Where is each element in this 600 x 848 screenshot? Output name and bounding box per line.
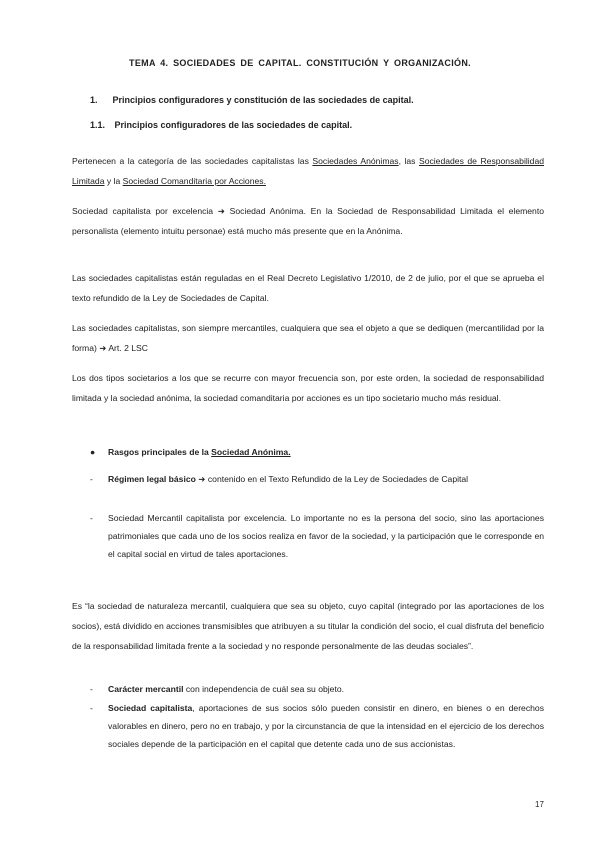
list-item xyxy=(90,509,544,563)
paragraph-sociedad-capitalista: Sociedad capitalista por excelencia ➜ Sociedad Anónima. En la Sociedad de Responsabilidad Limitada el elemento personalista (elemento intuitu personae) está mucho más presente que en la Anónima. xyxy=(72,206,544,236)
paragraph-regulacion: Las sociedades capitalistas están reguladas en el Real Decreto Legislativo 1/2010, de 2 de julio, por el que se aprueba el texto refundido de la Ley de Sociedades de Capital. xyxy=(72,273,544,303)
paragraph-categories xyxy=(72,151,544,191)
paragraph-text: y la xyxy=(104,176,123,186)
list-item xyxy=(90,470,544,488)
paragraph-definicion: Es “la sociedad de naturaleza mercantil, cualquiera que sea su objeto, cuyo capital (integrado por las aportaciones de los socios), está dividido en acciones transmisibles que atribuyen a su titular la condición del socio, el cual disfruta del beneficio de la responsabilidad limitada frente a la sociedad y no responde personalmente de las deudas sociales”. xyxy=(72,601,544,651)
dash-marker: - xyxy=(90,513,93,523)
bullet-rasgos xyxy=(90,443,291,461)
paragraph-text: Pertenecen a la categoría de las sociedades capitalistas las xyxy=(72,156,313,166)
list-item-bold: Régimen legal básico xyxy=(108,474,196,484)
section-heading-1-1 xyxy=(90,120,352,130)
paragraph-tipos-societarios: Los dos tipos societarios a los que se recurre con mayor frecuencia son, por este orden, la sociedad de responsabilidad limitada y la sociedad anónima, la sociedad comanditaria por acciones es un tipo societario mucho más residual. xyxy=(72,373,544,403)
list-item-text: ➜ contenido en el Texto Refundido de la Ley de Sociedades de Capital xyxy=(195,474,469,484)
dash-marker: - xyxy=(90,684,93,694)
link-sociedad-comanditaria[interactable]: Sociedad Comanditaria por Acciones. xyxy=(122,176,266,186)
link-sociedad-anonima[interactable]: Sociedad Anónima. xyxy=(211,447,291,457)
link-sociedades-anonimas[interactable]: Sociedades Anónimas xyxy=(312,156,399,166)
paragraph-mercantiles: Las sociedades capitalistas, son siempre mercantiles, cualquiera que sea el objeto a que se dediquen (mercantilidad por la forma) ➜ Art. 2 LSC xyxy=(72,323,544,353)
list-item xyxy=(90,699,544,753)
list-item-text: Sociedad Mercantil capitalista por excelencia. Lo importante no es la persona del socio, sino las aportaciones patrimoniales que cada uno de los socios realiza en favor de la sociedad, y la participación que le corresponde en el capital social en virtud de tales aportaciones. xyxy=(108,513,544,559)
page-title: TEMA 4. SOCIEDADES DE CAPITAL. CONSTITUCIÓN Y ORGANIZACIÓN. xyxy=(129,58,471,68)
list-item xyxy=(90,680,544,698)
bullet-text: Rasgos principales de la xyxy=(108,447,212,457)
section-heading-text: Principios configuradores de las sociedades de capital. xyxy=(114,120,353,130)
list-item-bold: Sociedad capitalista xyxy=(108,703,193,713)
section-number: 1.1. xyxy=(90,120,106,130)
link-sociedades-responsabilidad-limitada[interactable]: Sociedades de Responsabilidad Limitada xyxy=(72,156,545,186)
bullet-dot-icon: ● xyxy=(90,447,96,457)
list-item-bold: Carácter mercantil xyxy=(108,684,184,694)
list-item-text: , aportaciones de sus socios sólo pueden consistir en dinero, en bienes o en derechos valorables en dinero, pero no en trabajo, y por la circunstancia de que la intensidad en el ejercicio de los derechos sociales depende de la participación en el capital que detente cada uno de sus accionistas. xyxy=(108,703,544,749)
section-heading-text: Principios configuradores y constitución de las sociedades de capital. xyxy=(112,95,414,105)
section-number: 1. xyxy=(90,95,98,105)
page-number: 17 xyxy=(535,800,544,809)
list-item-text: con independencia de cuál sea su objeto. xyxy=(183,684,345,694)
paragraph-text: , las xyxy=(398,156,419,166)
dash-marker: - xyxy=(90,474,93,484)
section-heading-1 xyxy=(90,95,414,105)
dash-marker: - xyxy=(90,703,93,713)
